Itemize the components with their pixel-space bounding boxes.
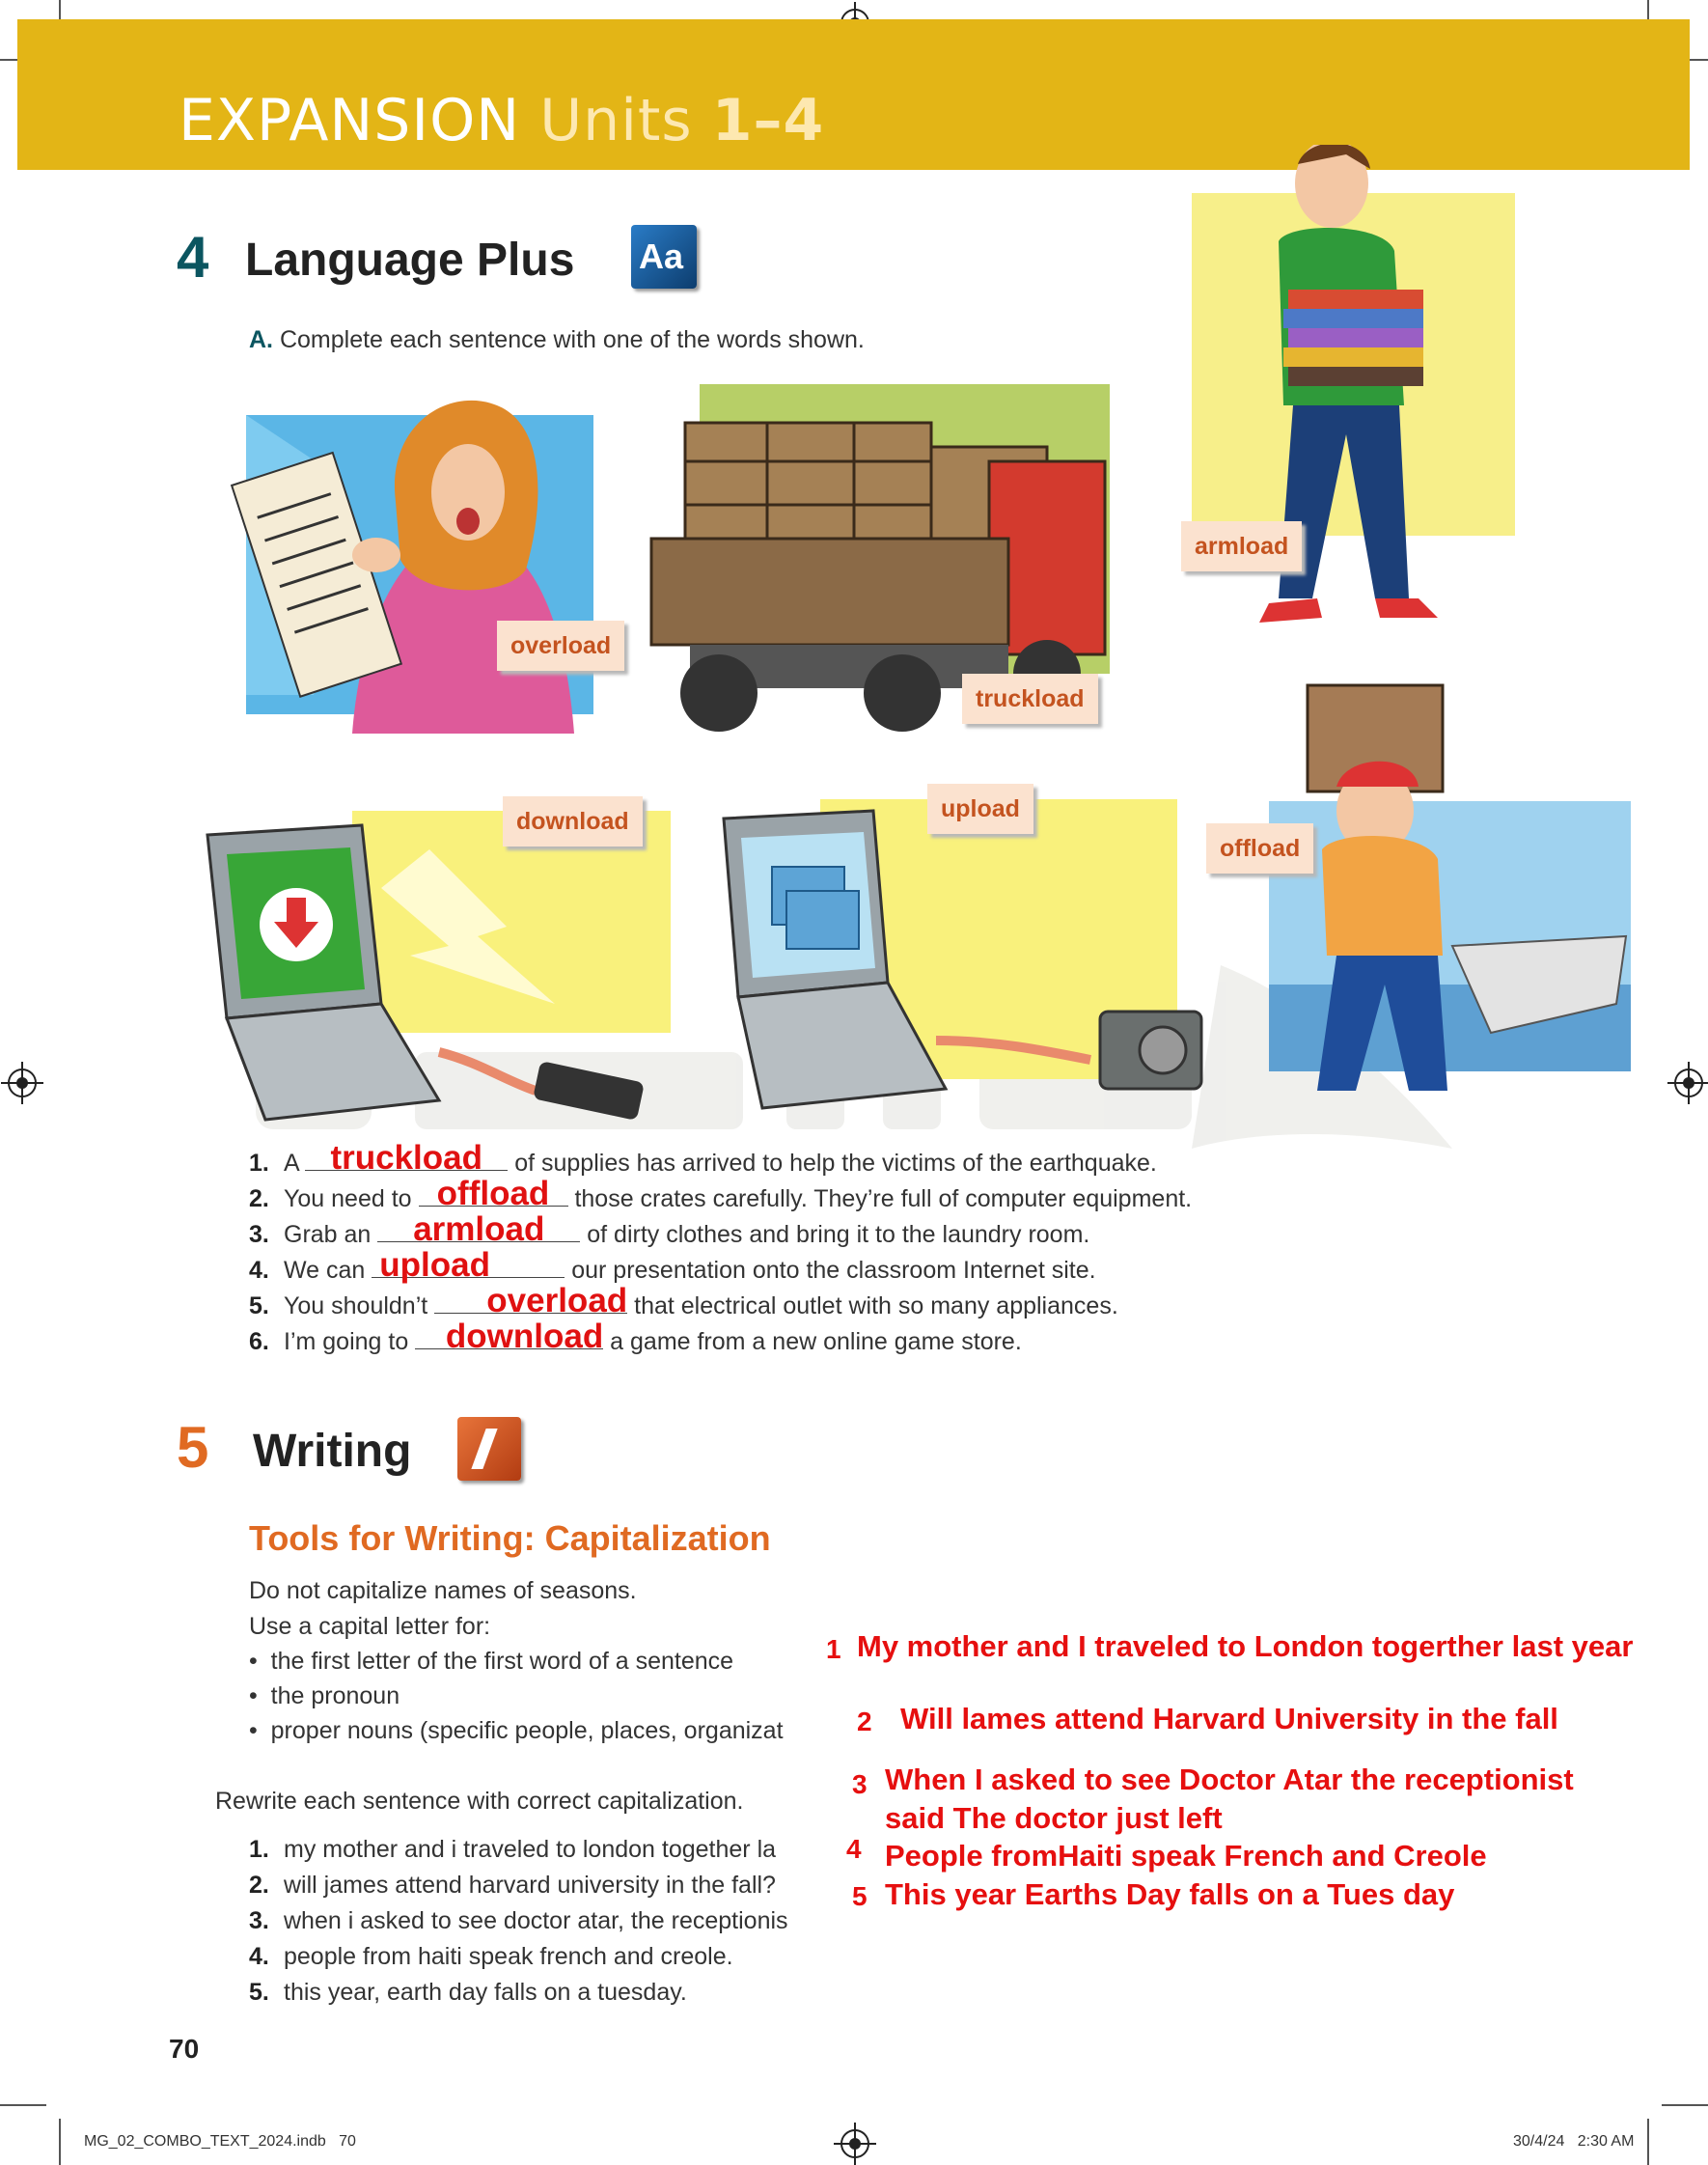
sentence-6 (249, 1318, 1022, 1358)
language-plus-icon-text: Aa (639, 236, 684, 276)
registration-mark-left (8, 1069, 37, 1097)
item-text: will james attend harvard university in the fall? (284, 1872, 776, 1899)
writing-icon (457, 1417, 521, 1481)
sentence-after: of supplies has arrived to help the victims of the earthquake. (514, 1150, 1157, 1177)
section-5-title: Writing (253, 1426, 412, 1477)
label-offload: offload (1206, 823, 1313, 874)
sentence-number: 5. (249, 1292, 269, 1319)
rewrite-item-4 (249, 1943, 733, 1971)
header-title (179, 87, 824, 154)
sentence-number: 3. (249, 1221, 269, 1248)
section-4-title: Language Plus (245, 235, 575, 286)
bullet-1: • the first letter of the first word of a sentence (249, 1648, 734, 1675)
bullet-text: proper nouns (specific people, places, organizat (270, 1717, 784, 1744)
hw-answer-3: When I asked to see Doctor Atar the receptionist (885, 1763, 1574, 1796)
sentence-before: You shouldn’t (284, 1292, 428, 1319)
hw-answer-5: This year Earths Day falls on a Tues day (885, 1877, 1455, 1911)
hw-num-3: 3 (852, 1769, 868, 1799)
handwritten-answer: download (445, 1318, 604, 1355)
rewrite-item-2 (249, 1872, 776, 1900)
sentence-after: our presentation onto the classroom Internet site. (571, 1257, 1096, 1284)
instruction-a (249, 326, 865, 354)
sentence-number: 2. (249, 1185, 269, 1212)
instruction-a-text: Complete each sentence with one of the words shown. (279, 326, 865, 353)
item-text: this year, earth day falls on a tuesday. (284, 1979, 687, 2006)
item-number: 5. (249, 1979, 269, 2006)
sentence-before: You need to (284, 1185, 412, 1212)
handwritten-answer: overload (486, 1282, 628, 1319)
answer-blank (415, 1318, 604, 1355)
sentence-before: A (284, 1150, 299, 1177)
bullet-3: • proper nouns (specific people, places, organizat (249, 1717, 784, 1744)
label-truckload: truckload (962, 674, 1098, 724)
footer-date: 30/4/24 2:30 AM (1513, 2133, 1635, 2150)
overload-illustration (227, 386, 613, 734)
label-upload: upload (927, 784, 1033, 834)
sentence-after: that electrical outlet with so many appliances. (634, 1292, 1118, 1319)
handwritten-answer: armload (413, 1210, 545, 1248)
registration-mark-right (1674, 1069, 1703, 1097)
header-units: Units (539, 87, 693, 154)
hw-num-1: 1 (826, 1634, 841, 1664)
sentence-3 (249, 1210, 1090, 1251)
instruction-a-letter: A. (249, 326, 273, 353)
rewrite-item-3 (249, 1907, 788, 1935)
header-unit-range: 1–4 (711, 87, 825, 154)
label-overload: overload (497, 621, 624, 671)
sentence-after: a game from a new online game store. (610, 1328, 1022, 1355)
offload-illustration (1250, 666, 1640, 1110)
sentence-number: 4. (249, 1257, 269, 1284)
footer-file: MG_02_COMBO_TEXT_2024.indb 70 (84, 2133, 356, 2150)
answer-blank (372, 1246, 565, 1284)
hw-num-2: 2 (857, 1707, 872, 1736)
rule-capital: Use a capital letter for: (249, 1613, 491, 1640)
handwritten-answer: offload (436, 1175, 550, 1212)
sentence-number: 6. (249, 1328, 269, 1355)
label-armload: armload (1181, 521, 1302, 571)
item-number: 4. (249, 1943, 269, 1970)
hw-answer-1: My mother and I traveled to London togerther last year (857, 1629, 1634, 1663)
header-expansion: EXPANSION (179, 87, 521, 154)
item-text: my mother and i traveled to london together la (284, 1836, 777, 1863)
hw-answer-2: Will lames attend Harvard University in the fall (900, 1702, 1558, 1735)
sentence-5 (249, 1282, 1118, 1322)
download-illustration (188, 811, 680, 1134)
sentence-before: I’m going to (284, 1328, 409, 1355)
answer-blank (434, 1282, 628, 1319)
label-download: download (503, 796, 643, 847)
hw-num-5: 5 (852, 1881, 868, 1911)
item-number: 3. (249, 1907, 269, 1934)
answer-blank (305, 1139, 508, 1177)
bullet-text: the pronoun (270, 1682, 400, 1709)
hw-num-4: 4 (846, 1834, 862, 1864)
hw-answer-4: People fromHaiti speak French and Creole (885, 1839, 1487, 1873)
bullet-2: • the pronoun (249, 1682, 400, 1709)
item-number: 2. (249, 1872, 269, 1899)
hw-answer-3-cont: said The doctor just left (885, 1801, 1223, 1835)
rewrite-item-5 (249, 1979, 687, 2007)
sentence-number: 1. (249, 1150, 269, 1177)
sentence-after: of dirty clothes and bring it to the laundry room. (587, 1221, 1090, 1248)
armload-illustration (1192, 145, 1520, 647)
answer-blank (377, 1210, 580, 1248)
answer-blank (419, 1175, 568, 1212)
section-5-number: 5 (177, 1415, 209, 1480)
sentence-1 (249, 1139, 1157, 1180)
language-plus-icon (631, 225, 697, 289)
tools-subtitle: Tools for Writing: Capitalization (249, 1518, 771, 1558)
sentence-before: We can (284, 1257, 366, 1284)
sentence-4 (249, 1246, 1096, 1287)
rewrite-instruction: Rewrite each sentence with correct capitalization. (215, 1788, 744, 1815)
item-text: people from haiti speak french and creole. (284, 1943, 733, 1970)
handwritten-answer: truckload (330, 1139, 483, 1177)
bullet-text: the first letter of the first word of a sentence (270, 1648, 734, 1675)
item-number: 1. (249, 1836, 269, 1863)
registration-mark-bottom (840, 2129, 869, 2158)
page-number: 70 (169, 2034, 200, 2064)
sentence-2 (249, 1175, 1193, 1215)
handwritten-answer: upload (379, 1246, 490, 1284)
upload-illustration (675, 799, 1216, 1137)
sentence-after: those crates carefully. They’re full of computer equipment. (574, 1185, 1193, 1212)
sentence-before: Grab an (284, 1221, 372, 1248)
section-4-number: 4 (177, 225, 209, 290)
rewrite-item-1 (249, 1836, 776, 1864)
item-text: when i asked to see doctor atar, the receptionis (284, 1907, 788, 1934)
rule-seasons: Do not capitalize names of seasons. (249, 1577, 637, 1604)
